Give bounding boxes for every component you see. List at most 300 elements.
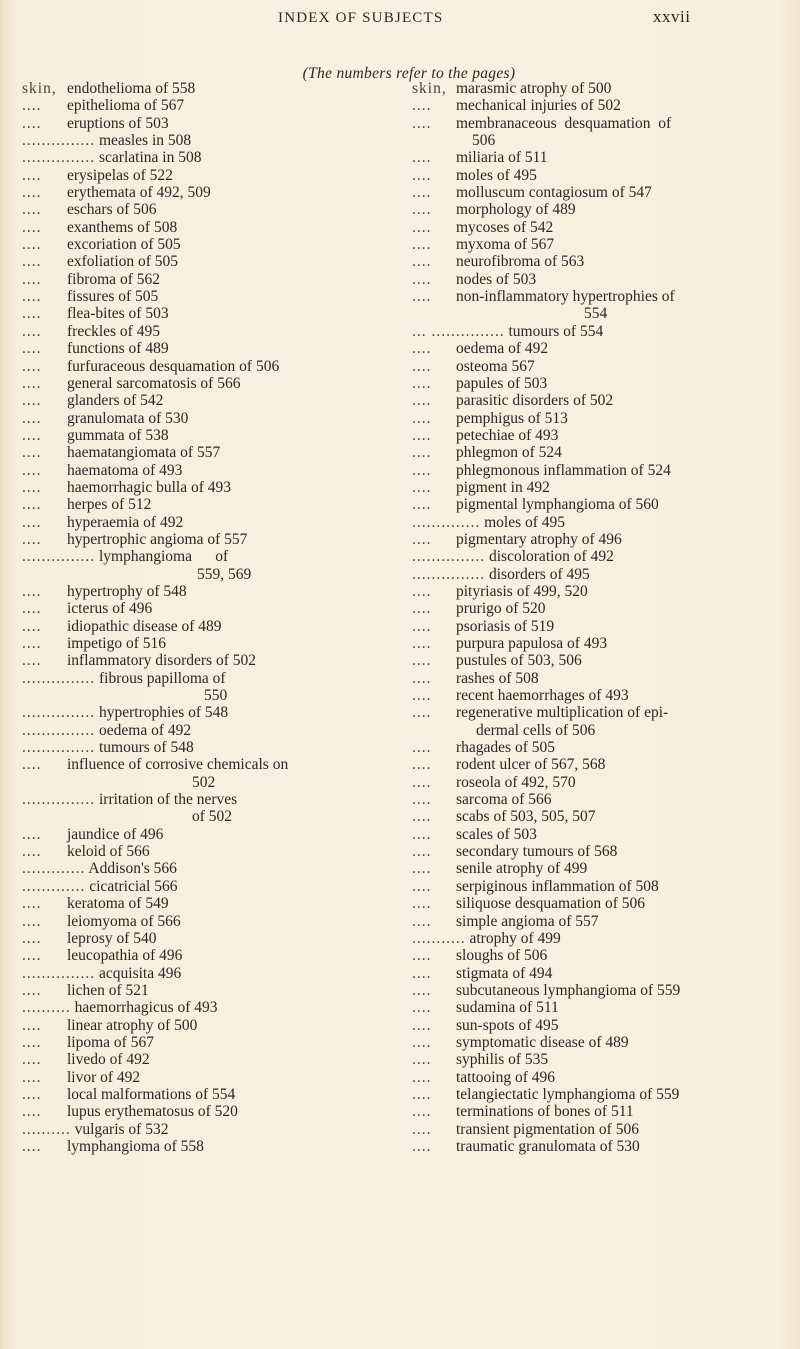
index-entry-text: general sarcomatosis of 566	[67, 374, 241, 392]
index-leader-dots: ....	[412, 773, 432, 791]
index-entry-text: atrophy of 499	[469, 929, 561, 947]
index-entry	[412, 670, 792, 687]
index-entry-text: papules of 503	[456, 374, 548, 392]
index-entry-text: acquisita 496	[99, 964, 182, 982]
index-leader-dots: ....	[22, 600, 42, 618]
index-leader-dots: ....	[412, 843, 432, 861]
index-entry-text: exfoliation of 505	[67, 253, 179, 271]
index-entry	[22, 97, 392, 114]
index-entry	[22, 462, 392, 479]
index-leader-dots: ....	[412, 860, 432, 878]
index-entry	[22, 410, 392, 427]
index-leader-dots: ....	[412, 1085, 432, 1103]
index-entry-text: scarlatina in 508	[99, 149, 202, 167]
index-entry-text: prurigo of 520	[456, 600, 546, 618]
index-entry	[22, 1121, 392, 1138]
index-entry	[412, 913, 792, 930]
index-entry	[22, 739, 392, 756]
index-entry-text: flea-bites of 503	[67, 305, 169, 323]
index-entry-text: serpiginous inflammation of 508	[456, 877, 659, 895]
index-entry	[22, 756, 392, 773]
index-leader-dots: ....	[412, 166, 432, 184]
index-entry	[412, 635, 792, 652]
index-leader-dots: ....	[22, 1137, 42, 1155]
index-entry-text: impetigo of 516	[67, 635, 167, 652]
index-leader-dots: ....	[22, 270, 42, 288]
index-entry-text: sloughs of 506	[456, 947, 548, 965]
index-entry	[22, 427, 392, 444]
index-leader-dots: ....	[22, 652, 42, 670]
index-entry-continuation: 559, 569	[197, 565, 252, 583]
index-entry-text: disorders of 495	[489, 565, 590, 583]
index-entry-continuation: 550	[204, 687, 228, 705]
index-entry	[22, 652, 392, 669]
index-entry-text: gummata of 538	[67, 426, 169, 444]
index-entry-text: inflammatory disorders of 502	[67, 652, 256, 670]
index-entry-text: fibrous papilloma of	[99, 669, 226, 687]
index-entry-text: irritation of the nerves	[99, 791, 238, 809]
index-leader-dots: ....	[22, 1068, 42, 1086]
index-leader-dots: ....	[22, 340, 42, 358]
index-leader-dots: ....	[412, 184, 432, 202]
index-leader-dots: ....	[22, 236, 42, 254]
index-leader-dots: ....	[412, 877, 432, 895]
index-entry-text: hyperaemia of 492	[67, 513, 184, 531]
index-entry-text: purpura papulosa of 493	[456, 635, 608, 652]
index-entry	[412, 219, 792, 236]
index-leader-dots: ....	[22, 1103, 42, 1121]
index-entry-text: livor of 492	[67, 1068, 141, 1086]
index-entry	[22, 80, 392, 97]
index-entry	[412, 358, 792, 375]
index-entry	[412, 860, 792, 877]
index-entry	[412, 1069, 792, 1086]
index-entry	[412, 739, 792, 756]
index-entry-text: symptomatic disease of 489	[456, 1033, 629, 1051]
index-entry	[412, 1086, 792, 1103]
index-leader-dots: ....	[412, 1016, 432, 1034]
index-entry	[22, 236, 392, 253]
index-leader-dots: ....	[22, 1033, 42, 1051]
index-entry-text: nodes of 503	[456, 270, 537, 288]
index-entry	[412, 410, 792, 427]
index-leader-dots: ....	[22, 825, 42, 843]
index-entry-text: moles of 495	[484, 513, 566, 531]
index-entry	[22, 878, 392, 895]
index-entry	[412, 1121, 792, 1138]
index-leader-dots: ...............	[22, 704, 96, 722]
index-leader-dots: ....	[412, 617, 432, 635]
index-entry-text: cicatricial 566	[89, 877, 178, 895]
index-entry	[412, 652, 792, 669]
index-leader-dots: ....	[412, 530, 432, 548]
index-leader-dots: ...............	[412, 548, 486, 566]
index-leader-dots: ...............	[412, 565, 486, 583]
index-entry-text: oedema of 492	[99, 721, 192, 739]
index-entry	[22, 1069, 392, 1086]
index-leader-dots: ....	[412, 340, 432, 358]
index-entry	[412, 618, 792, 635]
index-entry-text: rodent ulcer of 567, 568	[456, 756, 606, 774]
index-entry-continuation: of 502	[192, 808, 233, 826]
index-entry-text: granulomata of 530	[67, 409, 189, 427]
index-entry-text: traumatic granulomata of 530	[456, 1137, 640, 1155]
running-title: INDEX OF SUBJECTS	[278, 10, 444, 26]
index-entry-text: lupus erythematosus of 520	[67, 1103, 238, 1121]
index-leader-dots: .............	[22, 877, 86, 895]
index-entry	[22, 635, 392, 652]
index-entry-text: regenerative multiplication of epi-	[456, 704, 669, 722]
index-entry	[22, 1103, 392, 1120]
index-entry-text: measles in 508	[99, 132, 192, 150]
index-entry	[412, 288, 792, 305]
index-entry	[412, 808, 792, 825]
index-entry-text: pustules of 503, 506	[456, 652, 582, 670]
index-leader-dots: ....	[412, 669, 432, 687]
index-entry	[22, 375, 392, 392]
index-entry-text: hypertrophy of 548	[67, 582, 187, 600]
index-entry	[22, 115, 392, 132]
index-leader-dots: ...............	[22, 721, 96, 739]
index-entry-text: excoriation of 505	[67, 236, 181, 254]
index-entry-text: haemorrhagic bulla of 493	[67, 478, 231, 496]
index-entry	[412, 514, 792, 531]
index-entry	[412, 115, 792, 132]
index-entry	[412, 704, 792, 721]
index-leader-dots: ....	[22, 392, 42, 410]
index-leader-dots: ....	[412, 374, 432, 392]
index-entry	[22, 201, 392, 218]
index-entry-text: lichen of 521	[67, 981, 149, 999]
index-entry	[412, 1051, 792, 1068]
index-leader-dots: ....	[22, 201, 42, 219]
index-leader-dots: ....	[22, 1051, 42, 1069]
index-leader-dots: ....	[22, 218, 42, 236]
index-entry-continuation: dermal cells of 506	[476, 721, 596, 739]
index-entry	[22, 1034, 392, 1051]
index-leader-dots: ....	[22, 496, 42, 514]
index-entry-text: sudamina of 511	[456, 999, 559, 1017]
index-entry-text: idiopathic disease of 489	[67, 617, 222, 635]
index-entry-text: senile atrophy of 499	[456, 860, 588, 878]
index-leader-dots: ....	[412, 981, 432, 999]
index-entry-text: freckles of 495	[67, 322, 160, 340]
index-entry	[412, 479, 792, 496]
index-entry-text: rhagades of 505	[456, 739, 555, 757]
index-entry-text: fibroma of 562	[67, 270, 160, 288]
index-leader-dots: ..............	[412, 513, 481, 531]
index-leader-dots: ....	[412, 895, 432, 913]
index-entry-text: haematangiomata of 557	[67, 444, 221, 462]
index-leader-dots: ....	[412, 687, 432, 705]
index-heading-term: skin,	[22, 80, 57, 97]
index-entry-text: eschars of 506	[67, 201, 157, 219]
index-entry-text: pityriasis of 499, 520	[456, 582, 588, 600]
index-entry-text: morphology of 489	[456, 201, 576, 219]
index-entry	[22, 479, 392, 496]
index-entry-text: local malformations of 554	[67, 1085, 236, 1103]
index-column-right	[412, 80, 792, 1155]
index-entry-text: rashes of 508	[456, 669, 539, 687]
index-leader-dots: ...............	[22, 669, 96, 687]
index-entry	[412, 375, 792, 392]
index-leader-dots: ....	[22, 461, 42, 479]
index-entry	[412, 843, 792, 860]
index-leader-dots: ....	[22, 1085, 42, 1103]
index-entry	[22, 895, 392, 912]
index-entry-text: tattooing of 496	[456, 1068, 556, 1086]
index-leader-dots: ....	[412, 392, 432, 410]
index-entry	[22, 704, 392, 721]
index-leader-dots: ..........	[22, 999, 71, 1017]
index-entry	[412, 80, 792, 97]
index-entry-text: sarcoma of 566	[456, 791, 552, 809]
index-entry	[412, 392, 792, 409]
index-entry	[412, 462, 792, 479]
index-entry	[412, 236, 792, 253]
index-leader-dots: ....	[22, 357, 42, 375]
index-leader-dots: ....	[412, 1051, 432, 1069]
index-entry-text: psoriasis of 519	[456, 617, 555, 635]
index-entry	[412, 999, 792, 1016]
index-leader-dots: ....	[412, 1120, 432, 1138]
index-entry	[22, 288, 392, 305]
index-entry-text: endothelioma of 558	[67, 80, 196, 97]
index-entry	[22, 913, 392, 930]
index-entry-text: tumours of 548	[99, 739, 194, 757]
index-entry-text: membranaceous desquamation of	[456, 114, 672, 132]
index-entry-text: functions of 489	[67, 340, 169, 358]
index-entry	[22, 548, 392, 565]
index-entry	[412, 982, 792, 999]
index-entry	[22, 305, 392, 322]
index-leader-dots: ....	[412, 999, 432, 1017]
index-entry-text: mechanical injuries of 502	[456, 97, 621, 115]
page-number: xxvii	[653, 7, 691, 26]
index-entry-text: furfuraceous desquamation of 506	[67, 357, 280, 375]
index-entry	[22, 583, 392, 600]
index-leader-dots: ....	[22, 530, 42, 548]
index-leader-dots: ....	[412, 1137, 432, 1155]
index-leader-dots: ....	[412, 791, 432, 809]
index-entry	[22, 132, 392, 149]
index-entry-text: leiomyoma of 566	[67, 912, 181, 930]
index-entry-text: telangiectatic lymphangioma of 559	[456, 1085, 680, 1103]
index-leader-dots: ....	[22, 895, 42, 913]
index-entry	[412, 427, 792, 444]
index-entry	[412, 149, 792, 166]
index-entry-text: pigmental lymphangioma of 560	[456, 496, 659, 514]
index-entry	[412, 600, 792, 617]
index-leader-dots: ....	[412, 756, 432, 774]
index-entry	[22, 982, 392, 999]
index-entry	[22, 618, 392, 635]
index-entry	[412, 826, 792, 843]
index-leader-dots: ....	[412, 288, 432, 306]
index-entry	[412, 1138, 792, 1155]
index-leader-dots: ...........	[412, 929, 466, 947]
index-entry	[412, 1017, 792, 1034]
index-entry	[412, 947, 792, 964]
index-entry-text: sun-spots of 495	[456, 1016, 559, 1034]
index-leader-dots: ....	[412, 1033, 432, 1051]
index-entry	[22, 930, 392, 947]
index-entry-text: lipoma of 567	[67, 1033, 154, 1051]
index-leader-dots: ....	[22, 426, 42, 444]
index-entry	[412, 756, 792, 773]
index-leader-dots: ....	[412, 652, 432, 670]
index-leader-dots: ....	[412, 270, 432, 288]
index-entry	[412, 184, 792, 201]
index-entry-text: scales of 503	[456, 825, 537, 843]
index-entry	[22, 149, 392, 166]
index-leader-dots: ....	[412, 149, 432, 167]
index-entry	[412, 1103, 792, 1120]
index-entry	[22, 271, 392, 288]
index-leader-dots: ....	[22, 513, 42, 531]
index-entry-text: hypertrophies of 548	[99, 704, 229, 722]
index-leader-dots: ....	[412, 635, 432, 652]
index-entry	[22, 184, 392, 201]
index-leader-dots: ....	[412, 201, 432, 219]
index-entry-text: jaundice of 496	[67, 825, 164, 843]
index-leader-dots: ....	[22, 322, 42, 340]
index-entry-text: eruptions of 503	[67, 114, 169, 132]
index-entry-text: lymphangioma of	[99, 548, 229, 566]
index-leader-dots: ...............	[22, 132, 96, 150]
index-entry-text: hypertrophic angioma of 557	[67, 530, 248, 548]
index-leader-dots: ....	[412, 825, 432, 843]
index-leader-dots: ....	[412, 97, 432, 115]
index-leader-dots: ....	[412, 1103, 432, 1121]
index-entry-text: oedema of 492	[456, 340, 549, 358]
index-entry	[22, 965, 392, 982]
index-entry-text: influence of corrosive chemicals on	[67, 756, 289, 774]
index-leader-dots: ....	[22, 184, 42, 202]
index-entry-text: epithelioma of 567	[67, 97, 185, 115]
index-leader-dots: ....	[22, 374, 42, 392]
index-column-left	[22, 80, 392, 1155]
index-entry-text: tumours of 554	[508, 322, 604, 340]
index-entry-text: terminations of bones of 511	[456, 1103, 634, 1121]
index-entry-continuation: 554	[584, 305, 608, 323]
index-entry	[412, 201, 792, 218]
index-entry	[22, 323, 392, 340]
index-leader-dots: ....	[22, 929, 42, 947]
index-entry-text: haematoma of 493	[67, 461, 183, 479]
index-entry	[22, 1086, 392, 1103]
index-entry-text: secondary tumours of 568	[456, 843, 618, 861]
index-leader-dots: ....	[22, 843, 42, 861]
index-entry	[412, 496, 792, 513]
index-entry	[412, 583, 792, 600]
index-entry-text: haemorrhagicus of 493	[74, 999, 218, 1017]
index-leader-dots: ....	[412, 409, 432, 427]
index-entry	[412, 323, 792, 340]
index-entry	[412, 965, 792, 982]
index-entry-text: fissures of 505	[67, 288, 159, 306]
index-leader-dots: ...............	[22, 548, 96, 566]
index-leader-dots: ....	[22, 166, 42, 184]
index-entry-text: subcutaneous lymphangioma of 559	[456, 981, 681, 999]
index-entry	[22, 999, 392, 1016]
index-leader-dots: ....	[22, 582, 42, 600]
index-leader-dots: ...............	[22, 964, 96, 982]
index-entry	[412, 548, 792, 565]
index-entry-text: marasmic atrophy of 500	[456, 80, 612, 97]
index-entry-text: linear atrophy of 500	[67, 1016, 198, 1034]
index-leader-dots: ....	[22, 97, 42, 115]
index-entry-text: lymphangioma of 558	[67, 1137, 204, 1155]
index-leader-dots: ....	[22, 1016, 42, 1034]
index-leader-dots: ....	[412, 357, 432, 375]
index-entry	[22, 496, 392, 513]
index-entry-text: miliaria of 511	[456, 149, 548, 167]
index-entry-text: phlegmon of 524	[456, 444, 562, 462]
index-entry	[412, 791, 792, 808]
index-entry	[22, 826, 392, 843]
index-entry-text: keratoma of 549	[67, 895, 169, 913]
index-entry	[412, 340, 792, 357]
index-leader-dots: ....	[412, 1068, 432, 1086]
index-leader-dots: ....	[412, 912, 432, 930]
index-entry	[22, 514, 392, 531]
index-entry-text: parasitic disorders of 502	[456, 392, 614, 410]
index-entry	[412, 531, 792, 548]
index-entry	[22, 340, 392, 357]
index-leader-dots: ....	[412, 114, 432, 132]
index-entry	[22, 947, 392, 964]
index-entry	[22, 392, 392, 409]
index-entry	[22, 843, 392, 860]
index-note-text: (The numbers refer to the pages)	[302, 65, 516, 82]
index-entry	[22, 253, 392, 270]
index-entry-text: recent haemorrhages of 493	[456, 687, 629, 705]
index-leader-dots: ....	[22, 114, 42, 132]
index-entry	[412, 878, 792, 895]
index-entry-text: leucopathia of 496	[67, 947, 183, 965]
index-entry	[412, 774, 792, 791]
index-entry	[22, 219, 392, 236]
index-entry	[22, 167, 392, 184]
index-leader-dots: ...............	[22, 739, 96, 757]
index-leader-dots: ...............	[22, 149, 96, 167]
index-leader-dots: ....	[412, 496, 432, 514]
index-entry	[412, 895, 792, 912]
index-entry	[22, 860, 392, 877]
index-heading-term: skin,	[412, 80, 447, 97]
index-leader-dots: ....	[22, 444, 42, 462]
index-leader-dots: ....	[412, 461, 432, 479]
index-leader-dots: .............	[22, 860, 86, 878]
index-entry	[412, 271, 792, 288]
index-leader-dots: ....	[22, 409, 42, 427]
index-entry	[22, 1138, 392, 1155]
index-leader-dots: ....	[412, 478, 432, 496]
index-leader-dots: ....	[22, 253, 42, 271]
index-leader-dots: ....	[22, 478, 42, 496]
index-entry-text: moles of 495	[456, 166, 537, 184]
index-entry-text: roseola of 492, 570	[456, 773, 576, 791]
index-leader-dots: ....	[412, 964, 432, 982]
index-leader-dots: ....	[22, 635, 42, 652]
index-entry-text: glanders of 542	[67, 392, 164, 410]
index-entry	[22, 600, 392, 617]
index-leader-dots: ....	[22, 912, 42, 930]
index-entry-text: icterus of 496	[67, 600, 153, 618]
index-leader-dots: ....	[412, 808, 432, 826]
index-entry-text: livedo of 492	[67, 1051, 150, 1069]
